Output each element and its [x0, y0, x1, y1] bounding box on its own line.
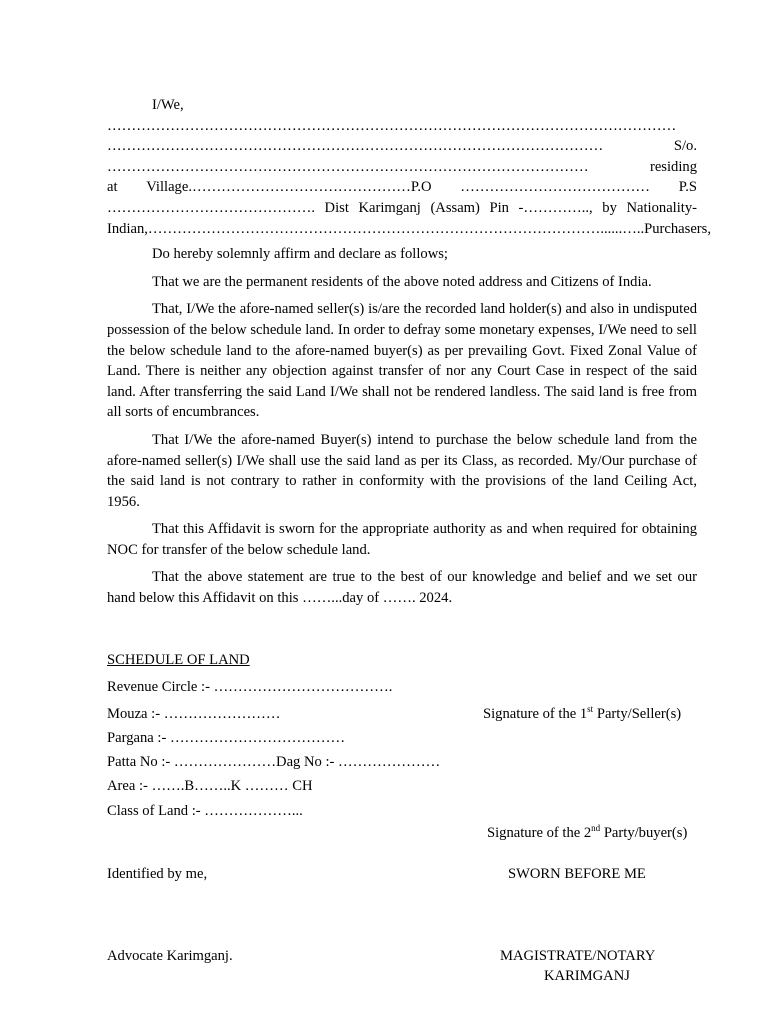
first-ordinal: st	[587, 704, 594, 715]
mouza: Mouza :- ……………………	[107, 706, 281, 722]
village-label: Village.………………………………………P.O	[146, 179, 432, 196]
karimganj-label: KARIMGANJ	[544, 968, 630, 984]
paragraph-buyer: That I/We the afore-named Buyer(s) intend to purchase the below schedule land from the afore-named seller(s) I/We shall use the said land as per its Class, as recorded. My/Our purchase of the said land is not contrary to rather in conformity with the provisions of the land Ceiling Act, 1956.	[107, 431, 697, 510]
at-label: at	[107, 179, 118, 196]
ps-label: P.S	[678, 179, 697, 196]
residing-line	[107, 157, 697, 178]
paragraph-residents: That we are the permanent residents of the above noted address and Citizens of India.	[152, 273, 652, 290]
sworn-before: SWORN BEFORE ME	[508, 866, 646, 882]
po-dotted-line: …………………………………	[460, 179, 650, 196]
identified-by: Identified by me,	[107, 866, 208, 882]
first-party-signature	[483, 704, 681, 725]
father-dotted-line: …………………………………………………………………………………………	[107, 138, 604, 155]
area: Area :- …….B……..K ……… CH	[107, 778, 313, 794]
paragraph-seller: That, I/We the afore-named seller(s) is/are the recorded land holder(s) and also in undisputed possession of the below schedule land. In order to defray some monetary expenses, I/We need to sell the below schedule land to the afore-named buyer(s) as per prevailing Govt. Fixed Zonal Value of Land. There is neither any objection against transfer of nor any Court Case in respect of the said land. After transferring the said Land I/We shall not be rendered landless. The said land is free from all sorts of encumbrances.	[107, 301, 697, 421]
second-party-role: Party/buyer(s)	[600, 825, 688, 841]
father-name-dotted-line: ………………………………………………………………………………………	[107, 158, 589, 175]
revenue-circle: Revenue Circle :- ……………………………….	[107, 679, 393, 695]
residing-label: residing	[649, 158, 697, 175]
second-ordinal: nd	[591, 823, 601, 834]
son-of-label: S/o.	[673, 138, 697, 155]
name-dotted-line: ………………………………………………………………………………………………………	[107, 117, 677, 134]
father-name-line	[107, 136, 697, 157]
paragraph-declaration: That the above statement are true to the best of our knowledge and belief and we set our hand below this Affidavit on this ……...day of ……. 2024.	[107, 569, 697, 607]
second-party-signature	[487, 823, 687, 844]
district-line: ……………………………………. Dist Karimganj (Assam) Pin -………….., by Nationality-	[107, 199, 697, 216]
schedule-title: SCHEDULE OF LAND	[107, 652, 250, 668]
nationality-line: Indian,…………………………………………………………………………………......…..Purchasers,	[107, 220, 711, 237]
first-signature-text: Signature of the 1	[483, 706, 588, 722]
salutation: I/We,	[152, 97, 184, 113]
first-party-role: Party/Seller(s)	[593, 706, 682, 722]
village-line	[107, 177, 697, 198]
second-signature-text: Signature of the 2	[487, 825, 592, 841]
paragraph-purpose: That this Affidavit is sworn for the appropriate authority as and when required for obtaining NOC for transfer of the below schedule land.	[107, 521, 697, 558]
advocate-label: Advocate Karimganj.	[107, 948, 233, 964]
magistrate-label: MAGISTRATE/NOTARY	[500, 948, 656, 964]
affidavit-page	[107, 95, 711, 609]
pargana: Pargana :- ………………………………	[107, 730, 346, 746]
patta-dag: Patta No :- …………………Dag No :- …………………	[107, 754, 441, 770]
affirm-statement: Do hereby solemnly affirm and declare as follows;	[152, 246, 448, 263]
class-of-land: Class of Land :- ………………...	[107, 803, 303, 819]
